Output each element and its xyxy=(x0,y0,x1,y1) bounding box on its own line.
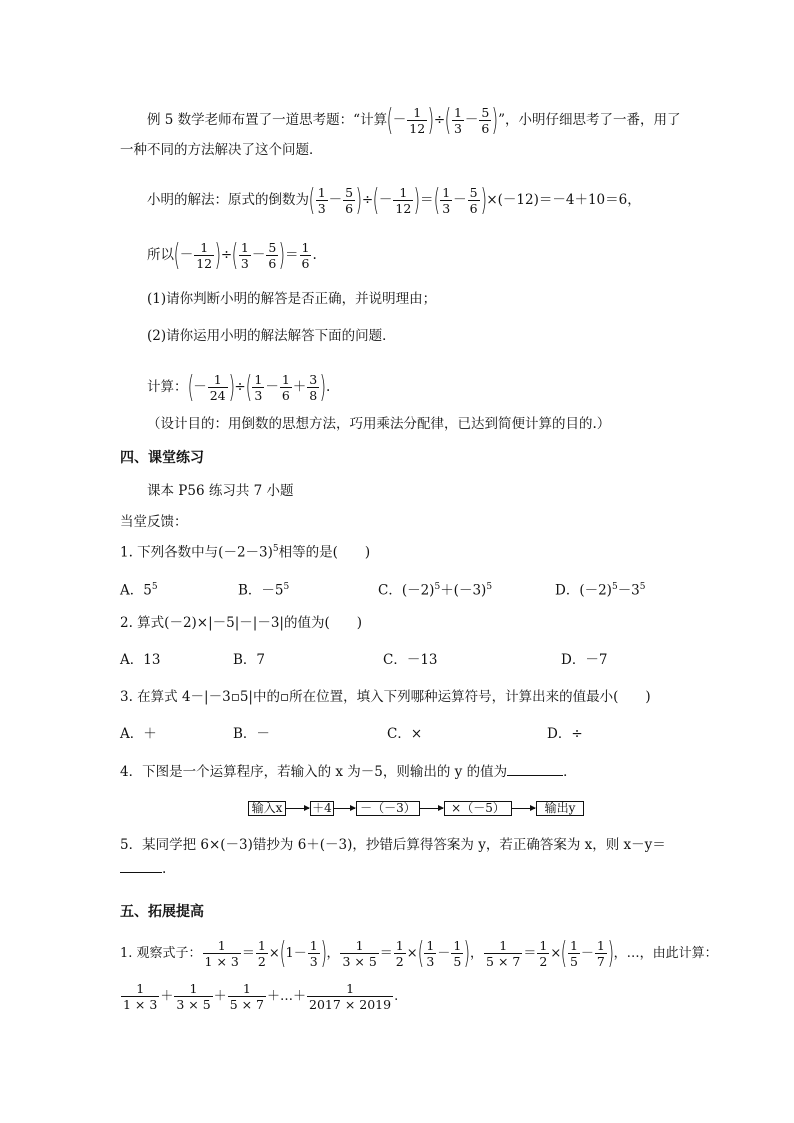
calc-label: 计算： xyxy=(147,379,188,395)
problem-4-stem: 4．下图是一个运算程序，若输入的 x 为－5，则输出的 y 的值为 ． xyxy=(120,764,577,780)
fraction: $\frac{3}{8}$ xyxy=(309,372,318,403)
answer-blank[interactable] xyxy=(507,763,563,776)
div: ÷ xyxy=(433,112,446,128)
ex5-solution: 小明的解法：原式的倒数为( $\frac{1}{3}$ － $\frac{5}{6}$ )÷(－ $\frac{1}{12}$ )＝( $\frac{1}{3}$ － $\frac{5}{6}$ )×(－12)＝－4＋10＝6， xyxy=(147,182,641,218)
ex5-so: 所以(－ $\frac{1}{12}$ )÷( $\frac{1}{3}$ － $\frac{5}{6}$ )＝ $\frac{1}{6}$ . xyxy=(147,237,317,273)
problem-5-answer: . xyxy=(120,859,166,879)
fraction: $\frac{1}{24}$ xyxy=(209,372,226,403)
ex5-design-note: （设计目的：用倒数的思想方法，巧用乘法分配律，已达到简便计算的目的.） xyxy=(147,416,611,432)
ex5-intro-tail: ”，小明仔细思考了一番，用了 xyxy=(498,112,681,128)
problem-2-option-b[interactable]: B．7 xyxy=(233,652,266,668)
problem-1-option-d[interactable]: D．$(-2)^5-3^5$ xyxy=(555,582,646,599)
problem-2-option-a[interactable]: A．13 xyxy=(120,652,161,668)
fraction: $\frac{1}{3}$ xyxy=(317,185,326,216)
fraction: $\frac{5}{6}$ xyxy=(345,185,354,216)
problem-1-option-c[interactable]: C．$(-2)^5+(-3)^5$ xyxy=(378,582,493,599)
flow-box-output: 输出y xyxy=(536,801,584,816)
problem-2-option-c[interactable]: C．－13 xyxy=(383,652,438,668)
fraction: $\frac{5}{6}$ xyxy=(268,240,277,271)
compute-line: $\frac{1}{1 \times 3}$ ＋ $\frac{1}{3 \times 5}$ ＋ $\frac{1}{5 \times 7}$ ＋…＋ $\frac{1}{2017 \times 2019}$ . xyxy=(123,981,399,1012)
so-label: 所以 xyxy=(147,247,174,263)
problem-3-option-b[interactable]: B．－ xyxy=(233,726,270,742)
flow-arrow xyxy=(419,808,443,809)
section4-title: 四、课堂练习 xyxy=(120,450,204,466)
problem-2-stem: 2. 算式(－2)×|－5|－|－3|的值为( ) xyxy=(120,615,363,631)
fraction: $\frac{1}{12}$ xyxy=(196,240,213,271)
fraction: $\frac{1}{12}$ xyxy=(395,185,412,216)
flow-arrow xyxy=(333,808,355,809)
ex5-intro: 例 5 数学老师布置了一道思考题：“计算 xyxy=(147,112,388,128)
problem-3-option-d[interactable]: D．÷ xyxy=(547,726,583,742)
problem-1-option-a[interactable]: A．$5^5$ xyxy=(120,582,158,599)
observe-line: 1. 观察式子： $\frac{1}{1 \times 3}$ ＝ $\frac{1}{2}$ ×(1－ $\frac{1}{3}$ )， $\frac{1}{3 \times 5}$ ＝ $\frac{1}{2}$ ×( $\frac{1}{3}$ － $\frac{1}{5}$ )， $\frac{1}{5 \times 7}$ ＝ $\frac{1}{2}$ ×( $\frac{1}{5}$ － $\frac{1}{7}$ )，…，由此计算： xyxy=(120,935,718,971)
fraction: $\frac{5}{6}$ xyxy=(481,105,490,136)
ex5-line2: 一种不同的方法解决了这个问题． xyxy=(120,142,323,158)
textbook-exercise: 课本 P56 练习共 7 小题 xyxy=(147,483,294,499)
problem-3-option-c[interactable]: C．× xyxy=(387,726,423,742)
flow-box-input: 输入x xyxy=(248,801,286,816)
sol-label: 小明的解法：原式的倒数为 xyxy=(147,192,309,208)
fraction: $\frac{1}{3}$ xyxy=(453,105,462,136)
flow-box-subtract: －（－3） xyxy=(356,801,420,816)
fraction: $\frac{1}{6}$ xyxy=(301,240,310,271)
sol-tail: ×(－12)＝－4＋10＝6， xyxy=(486,192,641,208)
flow-box-multiply: ×（－5） xyxy=(444,801,512,816)
fraction: $\frac{1}{3}$ xyxy=(240,240,249,271)
answer-blank[interactable] xyxy=(120,860,162,873)
ex5-calc: 计算：(－ $\frac{1}{24}$ )÷( $\frac{1}{3}$ － $\frac{1}{6}$ ＋ $\frac{3}{8}$ ). xyxy=(147,369,331,405)
ex5-q1: (1)请你判断小明的解答是否正确，并说明理由； xyxy=(147,291,437,307)
flow-arrow xyxy=(285,808,309,809)
fraction: $\frac{1}{3}$ xyxy=(254,372,263,403)
problem-2-option-d[interactable]: D．－7 xyxy=(561,652,608,668)
problem-1-option-b[interactable]: B．$-5^5$ xyxy=(238,582,290,599)
feedback-label: 当堂反馈： xyxy=(120,514,188,530)
ex5-line1: 例 5 数学老师布置了一道思考题：“计算(－ $\frac{1}{12}$ )÷( $\frac{1}{3}$ － $\frac{5}{6}$ )”，小明仔细思考了一番，用了 xyxy=(147,102,681,138)
flow-box-add: ＋4 xyxy=(310,801,334,816)
problem-3-stem: 3. 在算式 4－|－3▫5|中的▫所在位置，填入下列哪种运算符号，计算出来的值最小( ) xyxy=(120,689,651,705)
fraction: $\frac{1}{6}$ xyxy=(281,372,290,403)
ex5-q2: (2)请你运用小明的解法解答下面的问题． xyxy=(147,328,396,344)
section5-title: 五、拓展提高 xyxy=(120,904,204,920)
problem-5-stem: 5．某同学把 6×(－3)错抄为 6＋(－3)，抄错后算得答案为 y，若正确答案为 x，则 x－y＝ xyxy=(120,837,666,853)
fraction: $\frac{5}{6}$ xyxy=(469,185,478,216)
flow-arrow xyxy=(511,808,535,809)
minus: － xyxy=(392,112,407,128)
fraction: $\frac{1}{12}$ xyxy=(409,105,426,136)
fraction: $\frac{1}{3}$ xyxy=(442,185,451,216)
problem-1-stem: 1. 下列各数中与$(-2-3)^5$相等的是( ) xyxy=(120,544,371,561)
problem-3-option-a[interactable]: A．＋ xyxy=(120,726,157,742)
